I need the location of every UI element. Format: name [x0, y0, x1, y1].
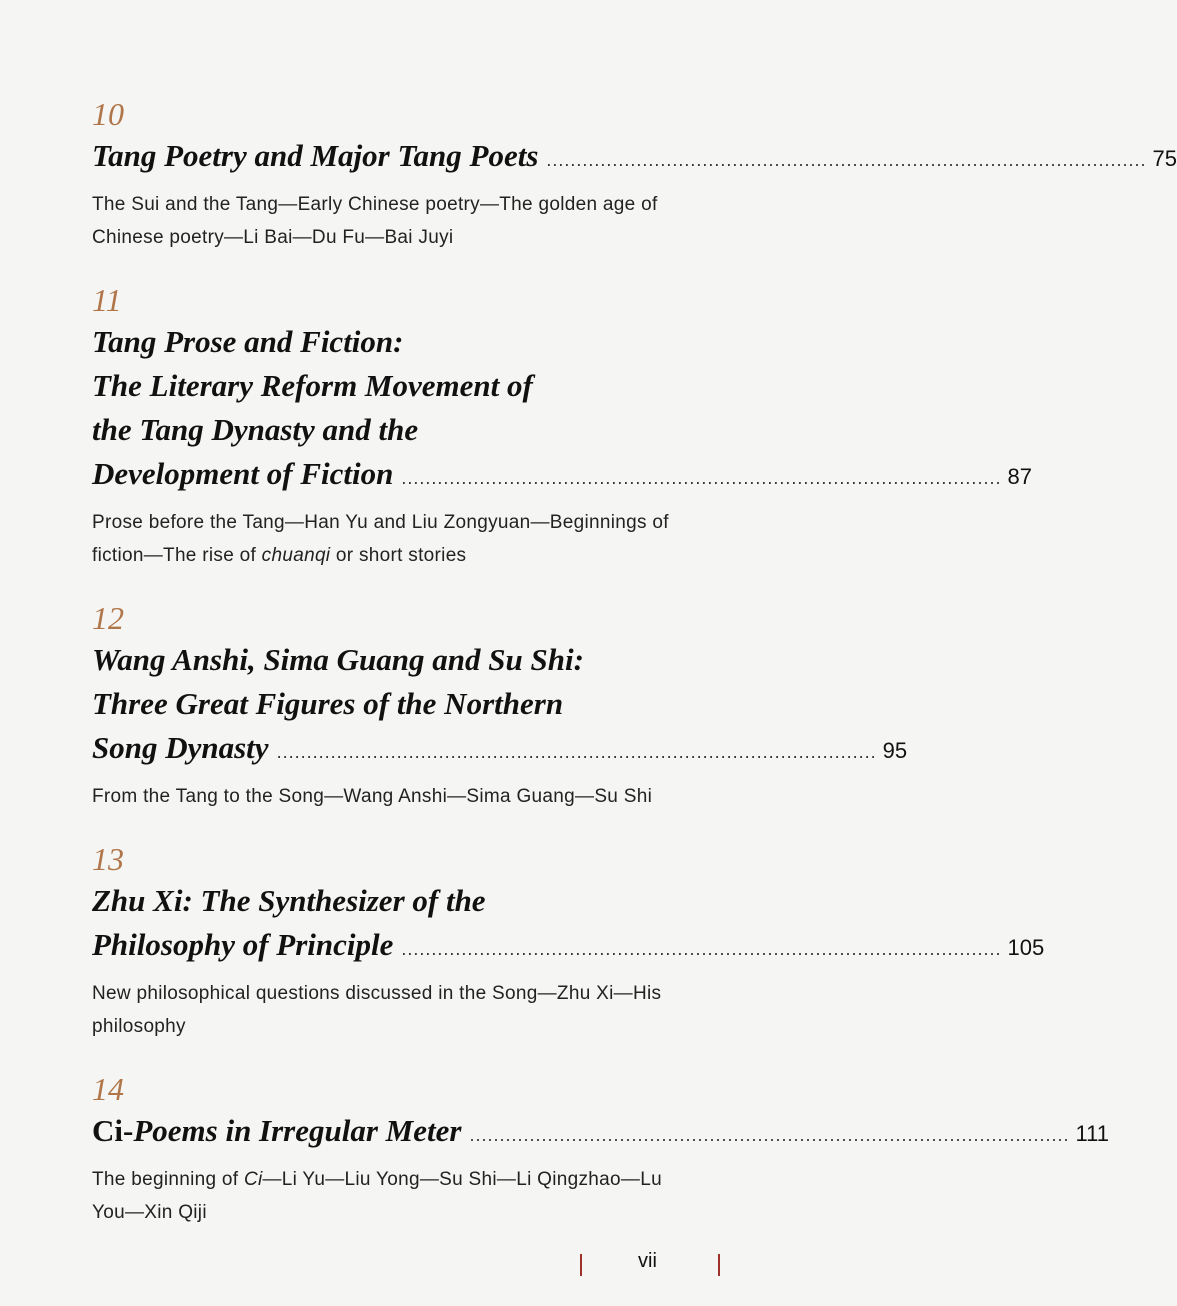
folio-rule-left [580, 1254, 582, 1276]
toc-entry-13 [92, 839, 1045, 1043]
chapter-title[interactable] [92, 134, 1177, 182]
chapter-title[interactable] [92, 452, 1032, 500]
chapter-summary [92, 1163, 692, 1229]
toc-entry-10 [92, 94, 1177, 254]
chapter-summary: New philosophical questions discussed in the Song—Zhu Xi—His philosophy [92, 983, 662, 1037]
title-main: Poems in Irregular Meter [133, 1113, 462, 1148]
summary-italic-term: Ci [243, 1169, 263, 1190]
chapter-number: 10 [92, 96, 124, 132]
chapter-title-line: Development of Fiction [92, 456, 394, 491]
leader-dots: .................................................................................................... [276, 742, 877, 762]
page-number: 105 [1007, 935, 1045, 960]
toc-entry-14 [92, 1069, 1109, 1229]
chapter-summary: The Sui and the Tang—Early Chinese poetry—The golden age of Chinese poetry—Li Bai—Du Fu—Bai Juyi [92, 194, 658, 248]
summary-text: Prose before the Tang—Han Yu and Liu Zongyuan—Beginnings of fiction—The rise of [92, 512, 669, 566]
chapter-number: 13 [92, 841, 124, 877]
toc-entry-12 [92, 598, 908, 813]
chapter-title[interactable] [92, 726, 908, 774]
title-prefix: Ci- [92, 1113, 134, 1148]
chapter-number: 11 [92, 282, 122, 318]
chapter-title[interactable] [92, 923, 1045, 971]
chapter-title-line[interactable]: Tang Prose and Fiction: [92, 324, 404, 359]
chapter-title-line [92, 1109, 461, 1153]
chapter-number: 14 [92, 1071, 124, 1107]
chapter-title-line: Song Dynasty [92, 730, 269, 765]
leader-dots: .................................................................................................... [469, 1125, 1070, 1145]
chapter-title-line: Philosophy of Principle [92, 927, 394, 962]
leader-dots: .................................................................................................... [546, 150, 1147, 170]
folio-page-number: vii [638, 1250, 657, 1272]
chapter-summary: From the Tang to the Song—Wang Anshi—Sima Guang—Su Shi [92, 786, 653, 807]
chapter-title-line[interactable]: the Tang Dynasty and the [92, 412, 419, 447]
page-number: 87 [1007, 464, 1032, 489]
summary-italic-term: chuanqi [261, 545, 331, 566]
leader-dots: .................................................................................................... [401, 939, 1002, 959]
chapter-title[interactable] [92, 1109, 1109, 1157]
chapter-summary [92, 506, 692, 572]
summary-text: —Li Yu—Liu Yong—Su Shi—Li Qingzhao—Lu You—Xin Qiji [92, 1169, 662, 1223]
leader-dots: .................................................................................................... [401, 468, 1002, 488]
page-number: 111 [1075, 1121, 1109, 1146]
chapter-number: 12 [92, 600, 124, 636]
chapter-title-line[interactable]: The Literary Reform Movement of [92, 368, 533, 403]
folio-rule-right [718, 1254, 720, 1276]
chapter-title-line[interactable]: Wang Anshi, Sima Guang and Su Shi: [92, 642, 584, 677]
table-of-contents [92, 94, 1177, 1255]
chapter-title-line: Tang Poetry and Major Tang Poets [92, 138, 539, 173]
page-number: 75 [1152, 146, 1177, 171]
toc-entry-11 [92, 280, 1032, 572]
summary-text: The beginning of [92, 1169, 244, 1190]
chapter-title-line[interactable]: Three Great Figures of the Northern [92, 686, 564, 721]
summary-text: or short stories [330, 545, 467, 566]
chapter-title-line[interactable]: Zhu Xi: The Synthesizer of the [92, 883, 486, 918]
page-folio [580, 1250, 720, 1280]
page-number: 95 [882, 738, 908, 763]
